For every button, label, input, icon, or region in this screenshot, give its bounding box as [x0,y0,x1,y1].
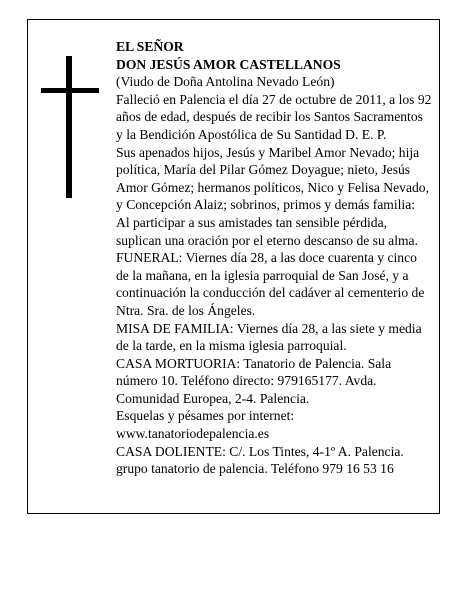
cross-vertical-bar [66,56,72,198]
cross-icon [41,56,99,198]
family-paragraph: Sus apenados hijos, Jesús y Maribel Amor Nevado; hija política, María del Pilar Gómez Doyague; nieto, Jesús Amor Gómez; hermanos políticos, Nico y Felisa Nevado, y Concepción Alaiz; sobrinos, primos y demás familia: [116,144,429,213]
deceased-name: DON JESÚS AMOR CASTELLANOS [116,56,341,72]
funeral-paragraph: FUNERAL: Viernes día 28, a las doce cuarenta y cinco de la mañana, en la iglesia parroquial de San José, y a continuación la conducción del cadáver al cementerio de Ntra. Sra. de los Ángeles. [116,250,425,318]
funeral-home-paragraph: CASA MORTUORIA: Tanatorio de Palencia. Sala número 10. Teléfono directo: 979165177. Avda. Comunidad Europea, 2-4. Palencia. [116,355,392,406]
grieving-house-paragraph: CASA DOLIENTE: C/. Los Tintes, 4-1º A. Palencia. grupo tanatorio de palencia. Teléfono 979 16 53 16 [116,443,404,477]
online-condolences-paragraph: Esquelas y pésames por internet: www.tanatoriodepalencia.es [116,408,295,442]
obituary-heading: EL SEÑOR [116,39,184,54]
request-paragraph: Al participar a sus amistades tan sensible pérdida, suplican una oración por el eterno descanso de su alma. [116,214,418,248]
death-paragraph: Falleció en Palencia el día 27 de octubre de 2011, a los 92 años de edad, después de recibir los Santos Sacramentos y la Bendición Apostólica de Su Santidad D. E. P. [116,91,432,142]
obituary-text [116,38,432,478]
mass-paragraph: MISA DE FAMILIA: Viernes día 28, a las siete y media de la tarde, en la misma iglesia parroquial. [116,320,422,354]
widower-line: (Viudo de Doña Antolina Nevado León) [116,74,335,90]
cross-horizontal-bar [41,88,99,93]
